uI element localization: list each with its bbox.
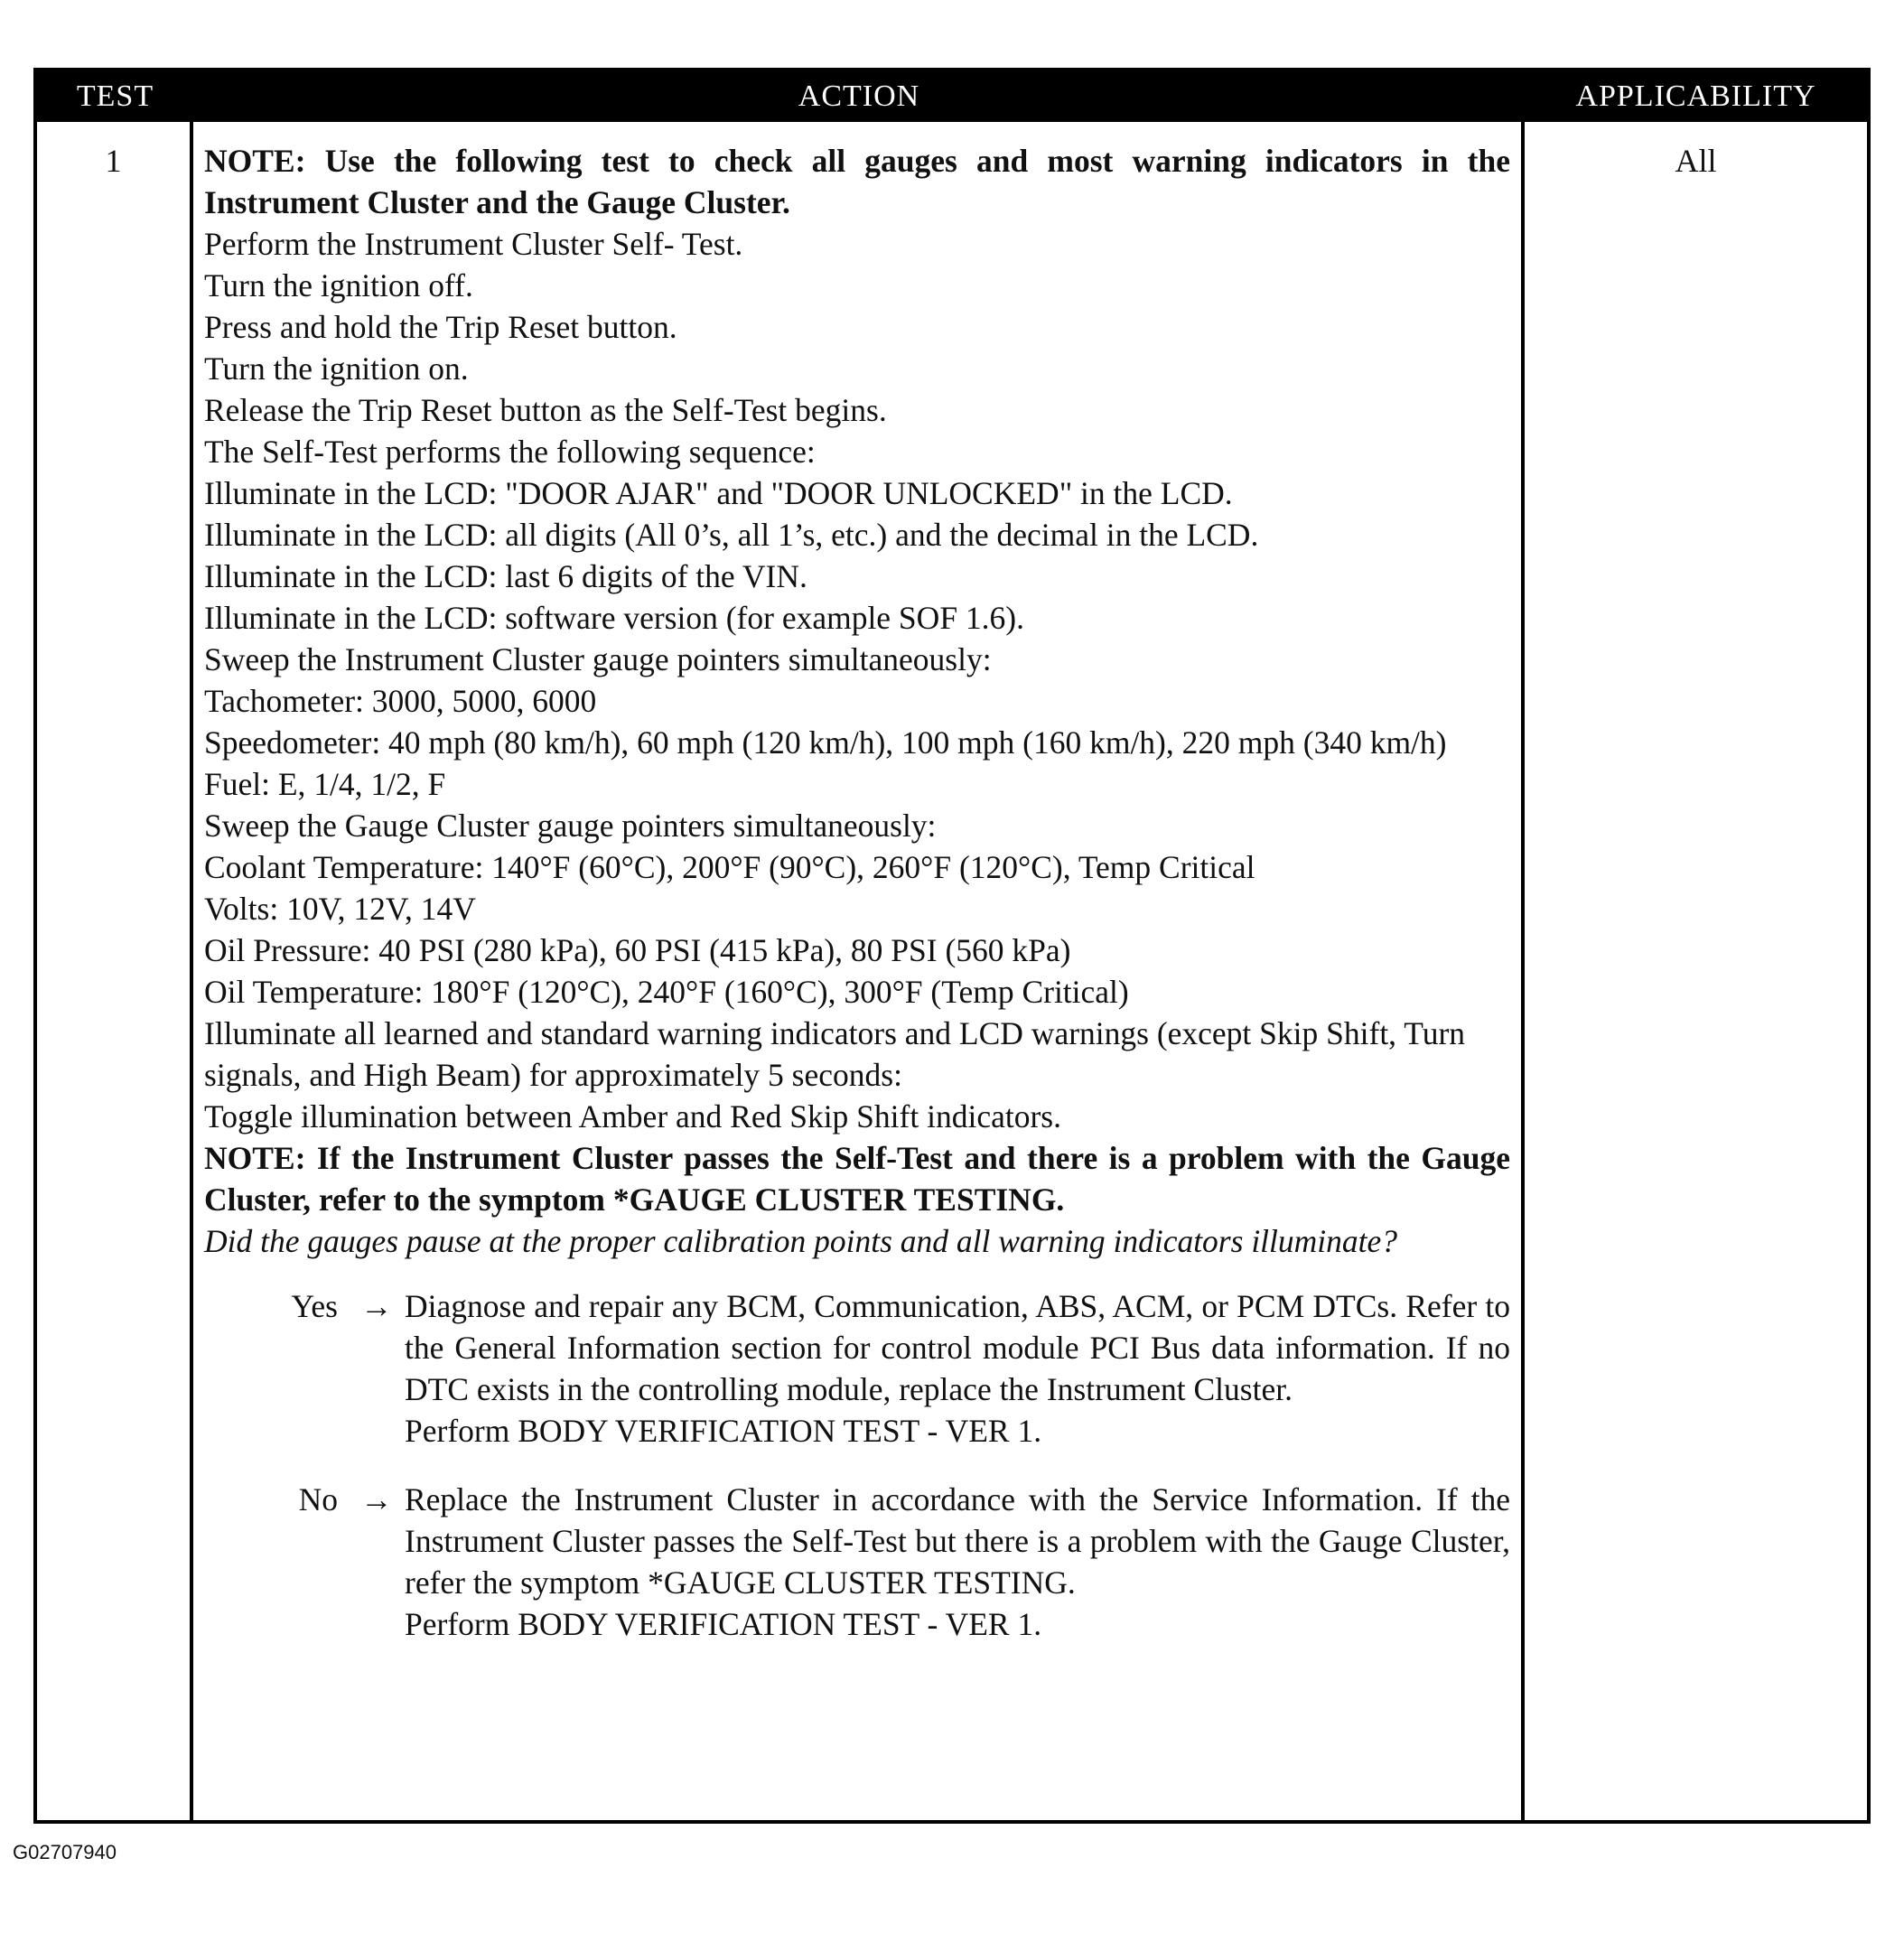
step: The Self-Test performs the following sequence: xyxy=(204,434,816,470)
step: Oil Temperature: 180°F (120°C), 240°F (160°C), 300°F (Temp Critical) xyxy=(204,974,1129,1010)
step: Press and hold the Trip Reset button. xyxy=(204,309,677,345)
step: Turn the ignition off. xyxy=(204,267,473,303)
answer-yes-body xyxy=(405,1285,1518,1452)
step: Oil Pressure: 40 PSI (280 kPa), 60 PSI (415 kPa), 80 PSI (560 kPa) xyxy=(204,932,1071,968)
note-top xyxy=(204,140,1518,223)
note-top-text: NOTE: Use the following test to check all gauges and most warning indicators in the Instrument Cluster and the Gauge Cluster. xyxy=(204,143,1518,220)
step: Fuel: E, 1/4, 1/2, F xyxy=(204,766,446,802)
header-test: TEST xyxy=(37,71,193,122)
answer-no xyxy=(204,1479,1518,1645)
step: Sweep the Instrument Cluster gauge pointers simultaneously: xyxy=(204,641,992,677)
right-arrow-icon: → xyxy=(360,1481,393,1517)
step: Illuminate in the LCD: all digits (All 0’s, all 1’s, etc.) and the decimal in the LCD. xyxy=(204,517,1259,553)
answer-yes-text: Diagnose and repair any BCM, Communication, ABS, ACM, or PCM DTCs. Refer to the General Information section for control module PCI Bus data information. If no DTC exists in the controlling module, replace the Instrument Cluster. xyxy=(405,1288,1518,1407)
test-number: 1 xyxy=(105,143,122,179)
answers xyxy=(204,1285,1518,1645)
step: Speedometer: 40 mph (80 km/h), 60 mph (120 km/h), 100 mph (160 km/h), 220 mph (340 km/h) xyxy=(204,724,1447,761)
question: Did the gauges pause at the proper calibration points and all warning indicators illuminate? xyxy=(204,1223,1398,1259)
answer-no-followup: Perform BODY VERIFICATION TEST - VER 1. xyxy=(405,1606,1042,1642)
right-arrow-icon: → xyxy=(360,1288,393,1324)
step: Tachometer: 3000, 5000, 6000 xyxy=(204,683,597,719)
step: Illuminate in the LCD: "DOOR AJAR" and "DOOR UNLOCKED" in the LCD. xyxy=(204,475,1233,511)
figure-id: G02707940 xyxy=(13,1841,117,1863)
header-applicability: APPLICABILITY xyxy=(1525,71,1867,122)
answer-yes-followup: Perform BODY VERIFICATION TEST - VER 1. xyxy=(405,1413,1042,1449)
step: Turn the ignition on. xyxy=(204,350,469,387)
note-bottom: NOTE: If the Instrument Cluster passes the Self-Test and there is a problem with the Gauge Cluster, refer to the symptom *GAUGE CLUSTER TESTING. xyxy=(204,1140,1518,1218)
step: Toggle illumination between Amber and Red Skip Shift indicators. xyxy=(204,1098,1061,1135)
diagnostic-test-table xyxy=(33,68,1871,1824)
action-cell xyxy=(193,122,1525,1820)
step: Illuminate in the LCD: software version (for example SOF 1.6). xyxy=(204,600,1025,636)
step: Perform the Instrument Cluster Self- Test. xyxy=(204,226,743,262)
step: Coolant Temperature: 140°F (60°C), 200°F (90°C), 260°F (120°C), Temp Critical xyxy=(204,849,1255,885)
step: Illuminate all learned and standard warning indicators and LCD warnings (except Skip Shift, Turn signals, and High Beam) for approximately 5 seconds: xyxy=(204,1015,1473,1093)
answer-no-label: No xyxy=(298,1481,338,1517)
step: Sweep the Gauge Cluster gauge pointers simultaneously: xyxy=(204,808,937,844)
answer-no-text: Replace the Instrument Cluster in accordance with the Service Information. If the Instrument Cluster passes the Self-Test but there is a problem with the Gauge Cluster, refer the symptom *GAUGE CLUSTER TESTING. xyxy=(405,1481,1518,1601)
answer-yes xyxy=(204,1285,1518,1452)
header-action: ACTION xyxy=(193,71,1525,122)
answer-no-body xyxy=(405,1479,1518,1645)
step: Volts: 10V, 12V, 14V xyxy=(204,891,476,927)
answer-yes-label: Yes xyxy=(291,1288,338,1324)
applicability-value: All xyxy=(1675,143,1717,179)
step: Release the Trip Reset button as the Self-Test begins. xyxy=(204,392,887,428)
applicability-cell xyxy=(1525,122,1867,1820)
test-number-cell xyxy=(37,122,193,1820)
step: Illuminate in the LCD: last 6 digits of the VIN. xyxy=(204,558,807,594)
